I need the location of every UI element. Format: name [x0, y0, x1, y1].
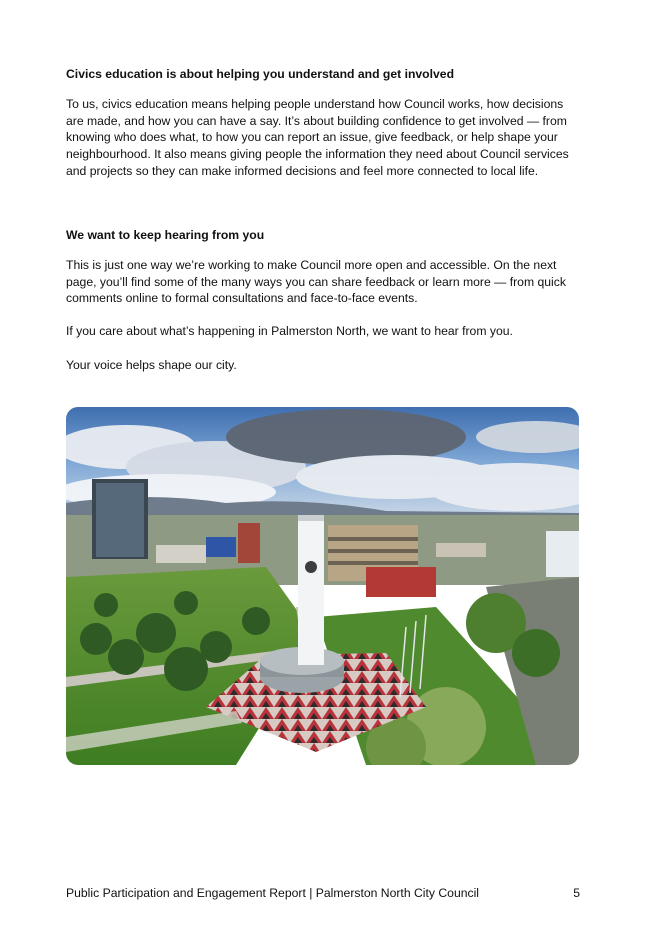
- paragraph-your-voice: Your voice helps shape our city.: [66, 358, 237, 372]
- city-square-aerial-photo: [66, 407, 579, 765]
- paragraph-open-accessible: This is just one way we’re working to make Council more open and accessible. On the next page, you’ll find some of the many ways you can share feedback or learn more — from quick comments online to formal consultations and face-to-face events.: [66, 258, 566, 306]
- footer-report-title: Public Participation and Engagement Report | Palmerston North City Council: [66, 886, 480, 900]
- page-number: 5: [573, 886, 580, 900]
- page-footer: [66, 885, 580, 902]
- clock-tower: [298, 515, 324, 665]
- section-heading-civics: Civics education is about helping you understand and get involved: [66, 67, 455, 81]
- section-heading-keep-hearing: We want to keep hearing from you: [66, 228, 265, 242]
- paragraph-care-about: If you care about what’s happening in Palmerston North, we want to hear from you.: [66, 324, 513, 338]
- paragraph-civics-definition: To us, civics education means helping people understand how Council works, how decisions are made, and how you can have a say. It’s about building confidence to get involved — from knowing who does what, to how you can report an issue, give feedback, or help shape your neighbourhood. It also means giving people the information they need about Council services and projects so they can make informed decisions and feel more connected to local life.: [66, 97, 569, 178]
